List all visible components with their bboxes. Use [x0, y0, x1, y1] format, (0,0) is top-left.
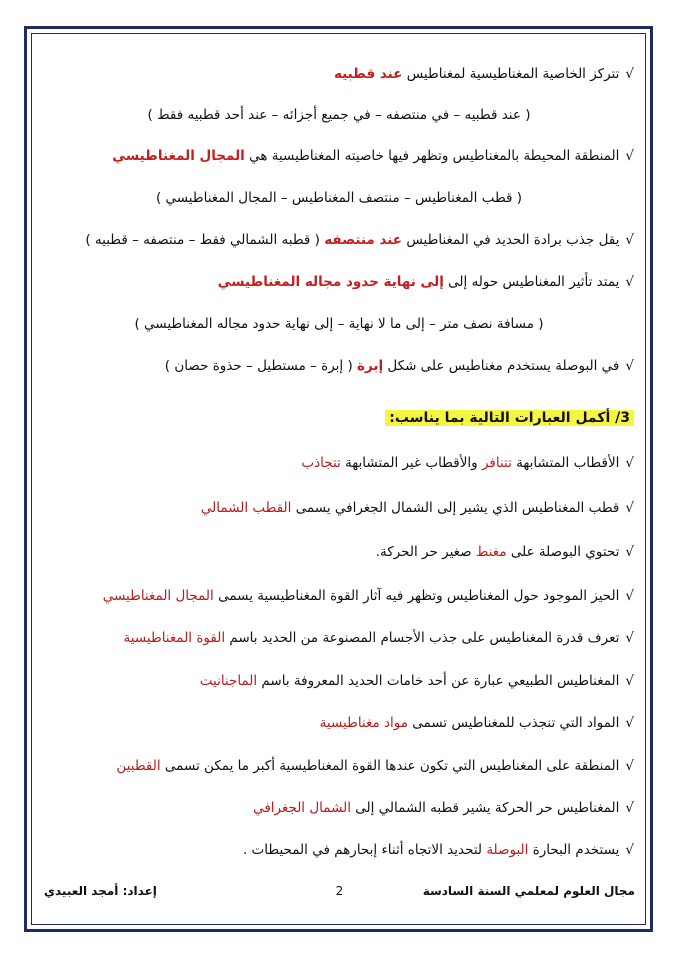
answer: القوة المغناطيسية: [123, 630, 226, 646]
check-icon: √: [625, 232, 634, 248]
answer: الشمال الجغرافي: [253, 800, 351, 816]
fill-item-7: √المواد التي تنجذب للمغناطيس تسمى مواد مغناطيسية: [319, 715, 634, 731]
statement-3: √يقل جذب برادة الحديد في المغناطيس عند منتصفه ( قطبه الشمالي فقط – منتصفه – قطبيه ): [85, 232, 634, 248]
check-icon: √: [625, 715, 634, 731]
fill-item-10: √يستخدم البحارة البوصلة لتحديد الاتجاه أثناء إبحارهم في المحيطات .: [242, 842, 634, 858]
answer: مواد مغناطيسية: [319, 715, 409, 731]
choices-2: ( قطب المغناطيس – منتصف المغناطيس – المجال المغناطيسي ): [155, 190, 523, 206]
fill-item-1: √الأقطاب المتشابهة تتنافر والأقطاب غير المتشابهة تتجاذب: [301, 455, 634, 471]
answer: إلى نهاية حدود مجاله المغناطيسي: [217, 274, 444, 290]
check-icon: √: [625, 274, 634, 290]
check-icon: √: [625, 544, 634, 560]
answer: مغنط: [475, 544, 507, 560]
answer: المجال المغناطيسي: [112, 148, 245, 164]
footer-subject: مجال العلوم لمعلمي السنة السادسة: [422, 884, 635, 898]
fill-item-8: √المنطقة على المغناطيس التي تكون عندها القوة المغناطيسية أكبر ما يمكن تسمى القطبين: [116, 758, 634, 774]
answer: عند قطبيه: [333, 66, 403, 82]
fill-item-5: √تعرف قدرة المغناطيس على جذب الأجسام المصنوعة من الحديد باسم القوة المغناطيسية: [123, 630, 634, 646]
answer: تتنافر: [481, 455, 512, 471]
answer: عند منتصفه: [324, 232, 403, 248]
answer: إبرة: [357, 358, 384, 374]
statement-4: √يمتد تأثير المغناطيس حوله إلى إلى نهاية حدود مجاله المغناطيسي: [217, 274, 634, 290]
check-icon: √: [625, 758, 634, 774]
check-icon: √: [625, 588, 634, 604]
check-icon: √: [625, 800, 634, 816]
answer: القطب الشمالي: [200, 500, 292, 516]
fill-item-3: √تحتوي البوصلة على مغنط صغير حر الحركة.: [375, 544, 634, 560]
answer: البوصلة: [486, 842, 529, 858]
worksheet-content: [44, 48, 634, 908]
check-icon: √: [625, 500, 634, 516]
check-icon: √: [625, 66, 634, 82]
answer: الماجنانيت: [199, 673, 258, 689]
statement-2: √المنطقة المحيطة بالمغناطيس وتظهر فيها خاصيته المغناطيسية هي المجال المغناطيسي: [112, 148, 634, 164]
check-icon: √: [625, 673, 634, 689]
check-icon: √: [625, 842, 634, 858]
choices-1: ( عند قطبيه – في منتصفه – في جميع أجزائه – عند أحد قطبيه فقط ): [147, 107, 531, 123]
check-icon: √: [625, 630, 634, 646]
answer: المجال المغناطيسي: [102, 588, 214, 604]
fill-item-2: √قطب المغناطيس الذي يشير إلى الشمال الجغرافي يسمى القطب الشمالي: [200, 500, 634, 516]
page-number: 2: [335, 884, 344, 898]
section-title: 3/ أكمل العبارات التالية بما يناسب:: [385, 410, 634, 426]
footer-author: إعداد: أمجد العبيدي: [44, 884, 157, 898]
check-icon: √: [625, 455, 634, 471]
check-icon: √: [625, 358, 634, 374]
answer: تتجاذب: [301, 455, 341, 471]
fill-item-6: √المغناطيس الطبيعي عبارة عن أحد خامات الحديد المعروفة باسم الماجنانيت: [199, 673, 634, 689]
answer: القطبين: [116, 758, 161, 774]
statement-5: √في البوصلة يستخدم مغناطيس على شكل إبرة ( إبرة – مستطيل – حذوة حصان ): [164, 358, 634, 374]
fill-item-9: √المغناطيس حر الحركة يشير قطبه الشمالي إلى الشمال الجغرافي: [253, 800, 634, 816]
choices-4: ( مسافة نصف متر – إلى ما لا نهاية – إلى نهاية حدود مجاله المغناطيسي ): [134, 316, 544, 332]
check-icon: √: [625, 148, 634, 164]
page-footer: [44, 884, 635, 906]
fill-item-4: √الحيز الموجود حول المغناطيس وتظهر فيه آثار القوة المغناطيسية يسمى المجال المغناطيسي: [102, 588, 634, 604]
statement-1: √تتركز الخاصية المغناطيسية لمغناطيس عند قطبيه: [333, 66, 634, 82]
